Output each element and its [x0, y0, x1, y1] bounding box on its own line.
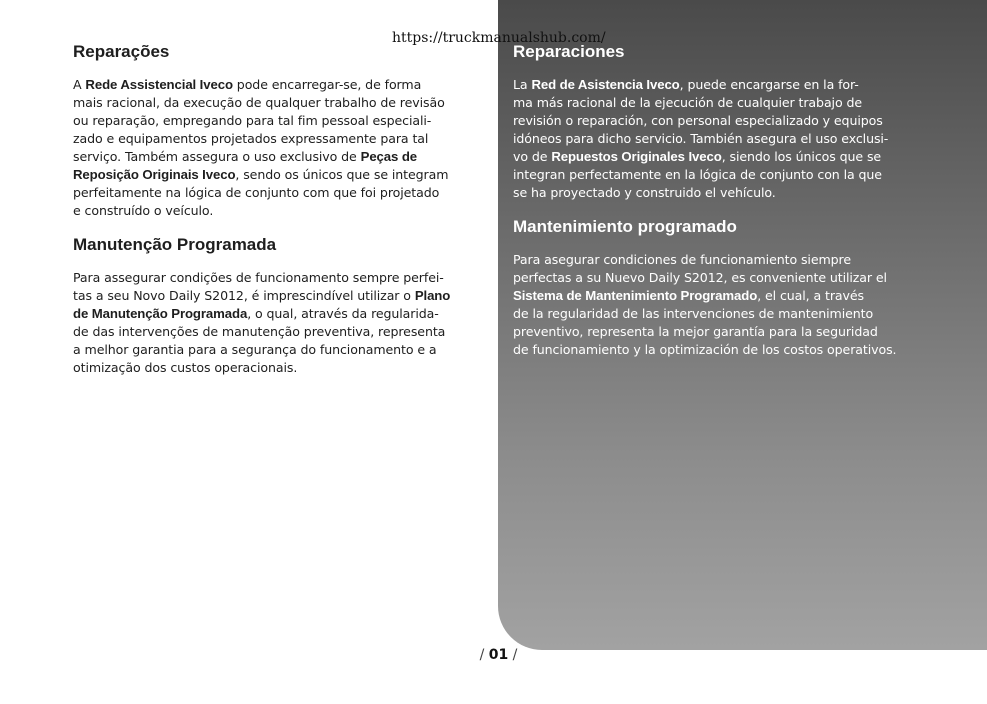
section-title-reparacoes: Reparações — [73, 42, 170, 61]
spanish-column — [513, 42, 929, 374]
section-title-reparaciones: Reparaciones — [513, 42, 625, 61]
paragraph-manutencao: Para assegurar condições de funcionamento sempre perfei- tas a seu Novo Daily S2012, é imprescindível utilizar o Plano de Manutenção Programada, o qual, através da regularida- de das intervenções de manutenção preventiva, representa a melhor garantia para a segurança do funcionamento e a otimização dos custos operacionais. — [73, 270, 451, 375]
page-number: / 01 / — [479, 647, 518, 663]
paragraph-mantenimiento: Para asegurar condiciones de funcionamiento siempre perfectas a su Nuevo Daily S2012, es conveniente utilizar el Sistema de Mantenimiento Programado, el cual, a través de la regularidad de las intervenciones de mantenimiento preventivo, representa la mejor garantía para la seguridad de funcionamiento y la optimización de los costos operativos. — [513, 252, 897, 357]
section-title-manutencao: Manutenção Programada — [73, 235, 277, 254]
portuguese-column — [73, 42, 485, 392]
source-url-watermark: https://truckmanualshub.com/ — [392, 30, 606, 46]
section-title-mantenimiento: Mantenimiento programado — [513, 217, 737, 236]
paragraph-reparaciones: La Red de Asistencia Iveco, puede encargarse en la for- ma más racional de la ejecución de cualquier trabajo de revisión o reparación, con personal especializado y equipos idóneos para dicho servicio. También asegura el uso exclusi- vo de Repuestos Originales Iveco, siendo los únicos que se integran perfectamente en la lógica de conjunto con la que se ha proyectado y construido el vehículo. — [513, 77, 889, 200]
paragraph-reparacoes: A Rede Assistencial Iveco pode encarregar-se, de forma mais racional, da execução de qualquer trabalho de revisão ou reparação, empregando para tal fim pessoal especiali- zado e equipamentos projetados expressamente para tal serviço. Também assegura o uso exclusivo de Peças de Reposição Originais Iveco, sendo os únicos que se integram perfeitamente na lógica de conjunto com que foi projetado e construído o veículo. — [73, 77, 449, 218]
